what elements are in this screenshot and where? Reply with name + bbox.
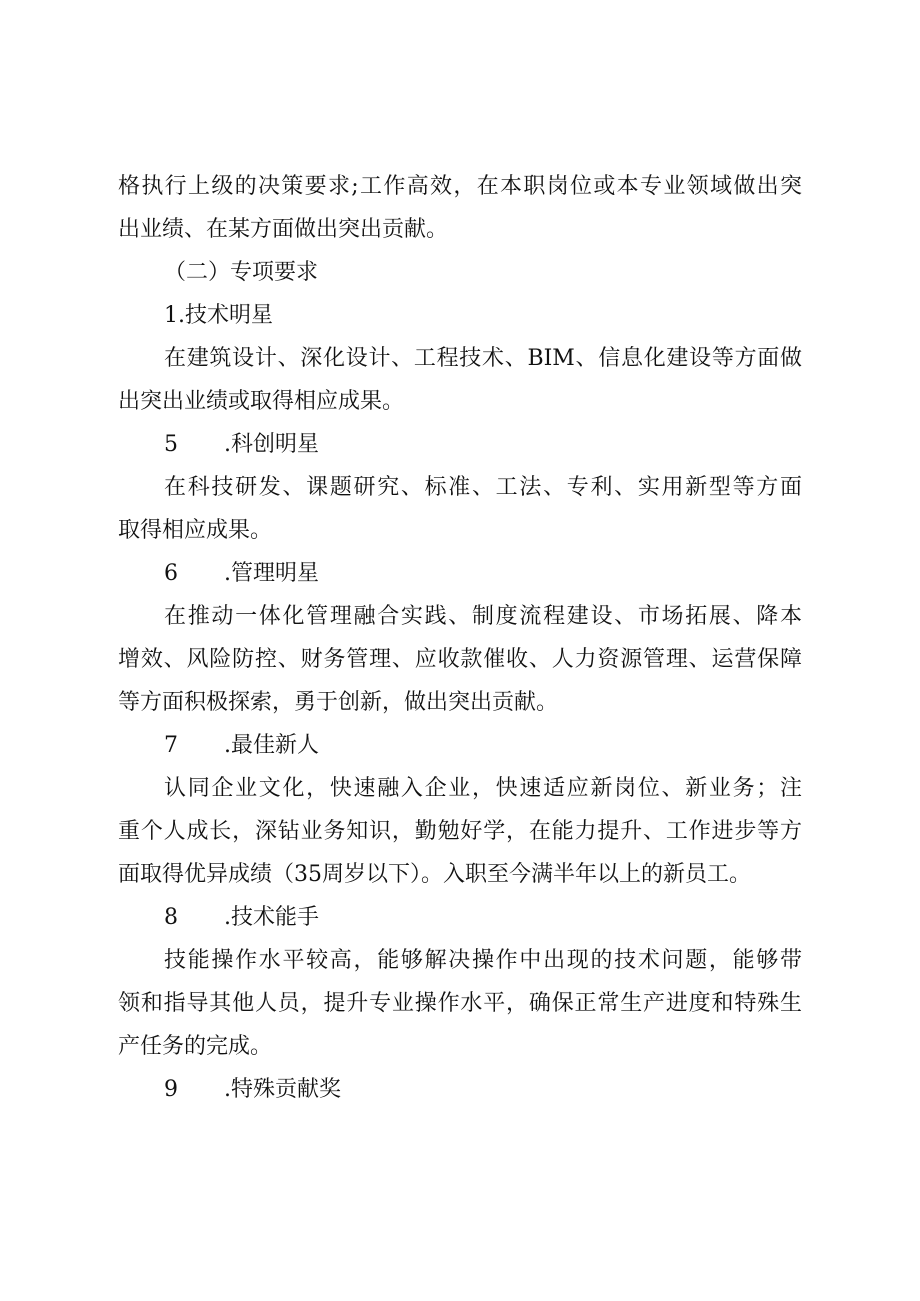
paragraph-line: 出业绩、在某方面做出突出贡献。 — [118, 217, 449, 242]
paragraph-line: 在建筑设计、深化设计、工程技术、BIM、信息化建设等方面做 — [164, 346, 802, 371]
item-heading — [164, 1075, 341, 1105]
paragraph-line: 格执行上级的决策要求;工作高效，在本职岗位或本专业领域做出突 — [118, 174, 802, 199]
paragraph-line: 出突出业绩或取得相应成果。 — [118, 389, 405, 414]
item-heading — [164, 430, 319, 460]
item-number: 7 — [164, 733, 178, 758]
item-heading — [164, 903, 319, 933]
item-number: 9 — [164, 1077, 178, 1102]
paragraph-line: 在科技研发、课题研究、标准、工法、专利、实用新型等方面 — [164, 475, 802, 500]
item-title: .特殊贡献奖 — [224, 1077, 341, 1102]
item-heading — [164, 731, 319, 761]
item-heading: 1.技术明星 — [164, 303, 273, 328]
item-number: 5 — [164, 432, 178, 457]
item-title: .最佳新人 — [224, 733, 319, 758]
paragraph-line: 技能操作水平较高，能够解决操作中出现的技术问题，能够带 — [164, 948, 802, 973]
section-heading: （二）专项要求 — [164, 260, 319, 285]
paragraph-line: 在推动一体化管理融合实践、制度流程建设、市场拓展、降本 — [164, 604, 802, 629]
paragraph-line: 重个人成长，深钻业务知识，勤勉好学，在能力提升、工作进步等方 — [118, 819, 802, 844]
item-number: 8 — [164, 905, 178, 930]
paragraph-line: 面取得优异成绩（35周岁以下）。入职至今满半年以上的新员工。 — [118, 862, 751, 887]
paragraph-line: 产任务的完成。 — [118, 1034, 273, 1059]
item-number: 6 — [164, 561, 178, 586]
item-heading — [164, 559, 319, 589]
paragraph-line: 增效、风险防控、财务管理、应收款催收、人力资源管理、运营保障 — [118, 647, 802, 672]
paragraph-line: 等方面积极探索，勇于创新，做出突出贡献。 — [118, 690, 559, 715]
item-title: .管理明星 — [224, 561, 319, 586]
item-title: .科创明星 — [224, 432, 319, 457]
paragraph-line: 取得相应成果。 — [118, 518, 273, 543]
paragraph-line: 领和指导其他人员，提升专业操作水平，确保正常生产进度和特殊生 — [118, 991, 802, 1016]
item-title: .技术能手 — [224, 905, 319, 930]
paragraph-line: 认同企业文化，快速融入企业，快速适应新岗位、新业务；注 — [164, 776, 802, 801]
